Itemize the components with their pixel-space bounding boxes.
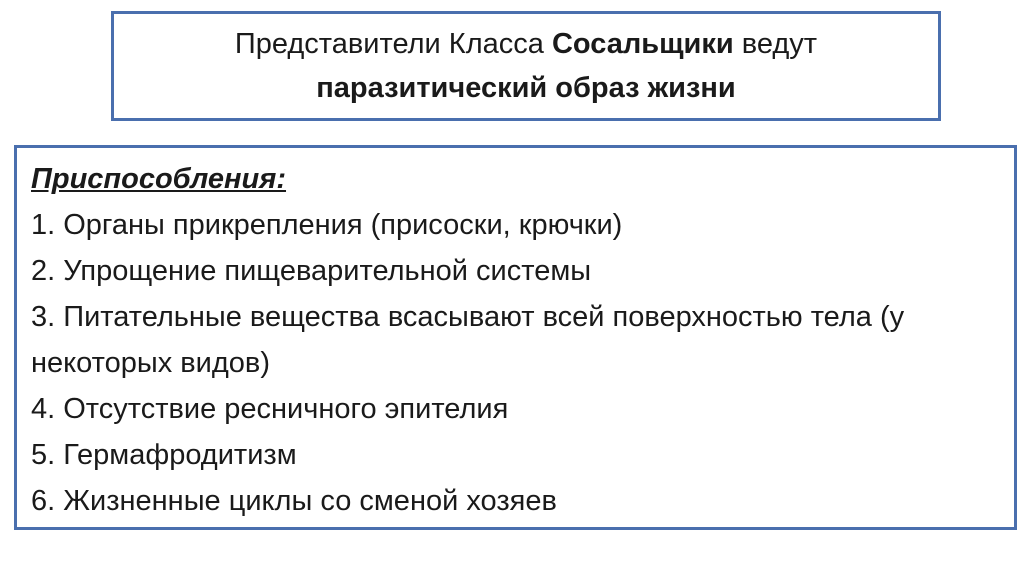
adaptation-item-3: 3. Питательные вещества всасывают всей поверхностью тела (у некоторых видов) [31,301,905,379]
title-lifestyle: паразитический образ жизни [316,72,736,104]
adaptation-item-6: 6. Жизненные циклы со сменой хозяев [31,485,557,517]
adaptation-item-4: 4. Отсутствие ресничного эпителия [31,393,509,425]
title-text-part-2: ведут [733,28,818,60]
adaptations-box [14,145,1017,530]
adaptation-item-5: 5. Гермафродитизм [31,439,297,471]
adaptation-item-1: 1. Органы прикрепления (присоски, крючки) [31,209,623,241]
title-text-part-1: Представители Класса [234,28,552,60]
slide-title-line-1 [235,22,817,66]
title-class-name: Сосальщики [551,28,734,60]
adaptations-heading: Приспособления: [31,163,287,195]
slide-title-box [111,11,941,121]
slide-title-line-2 [316,66,736,110]
adaptation-item-2: 2. Упрощение пищеварительной системы [31,255,592,287]
